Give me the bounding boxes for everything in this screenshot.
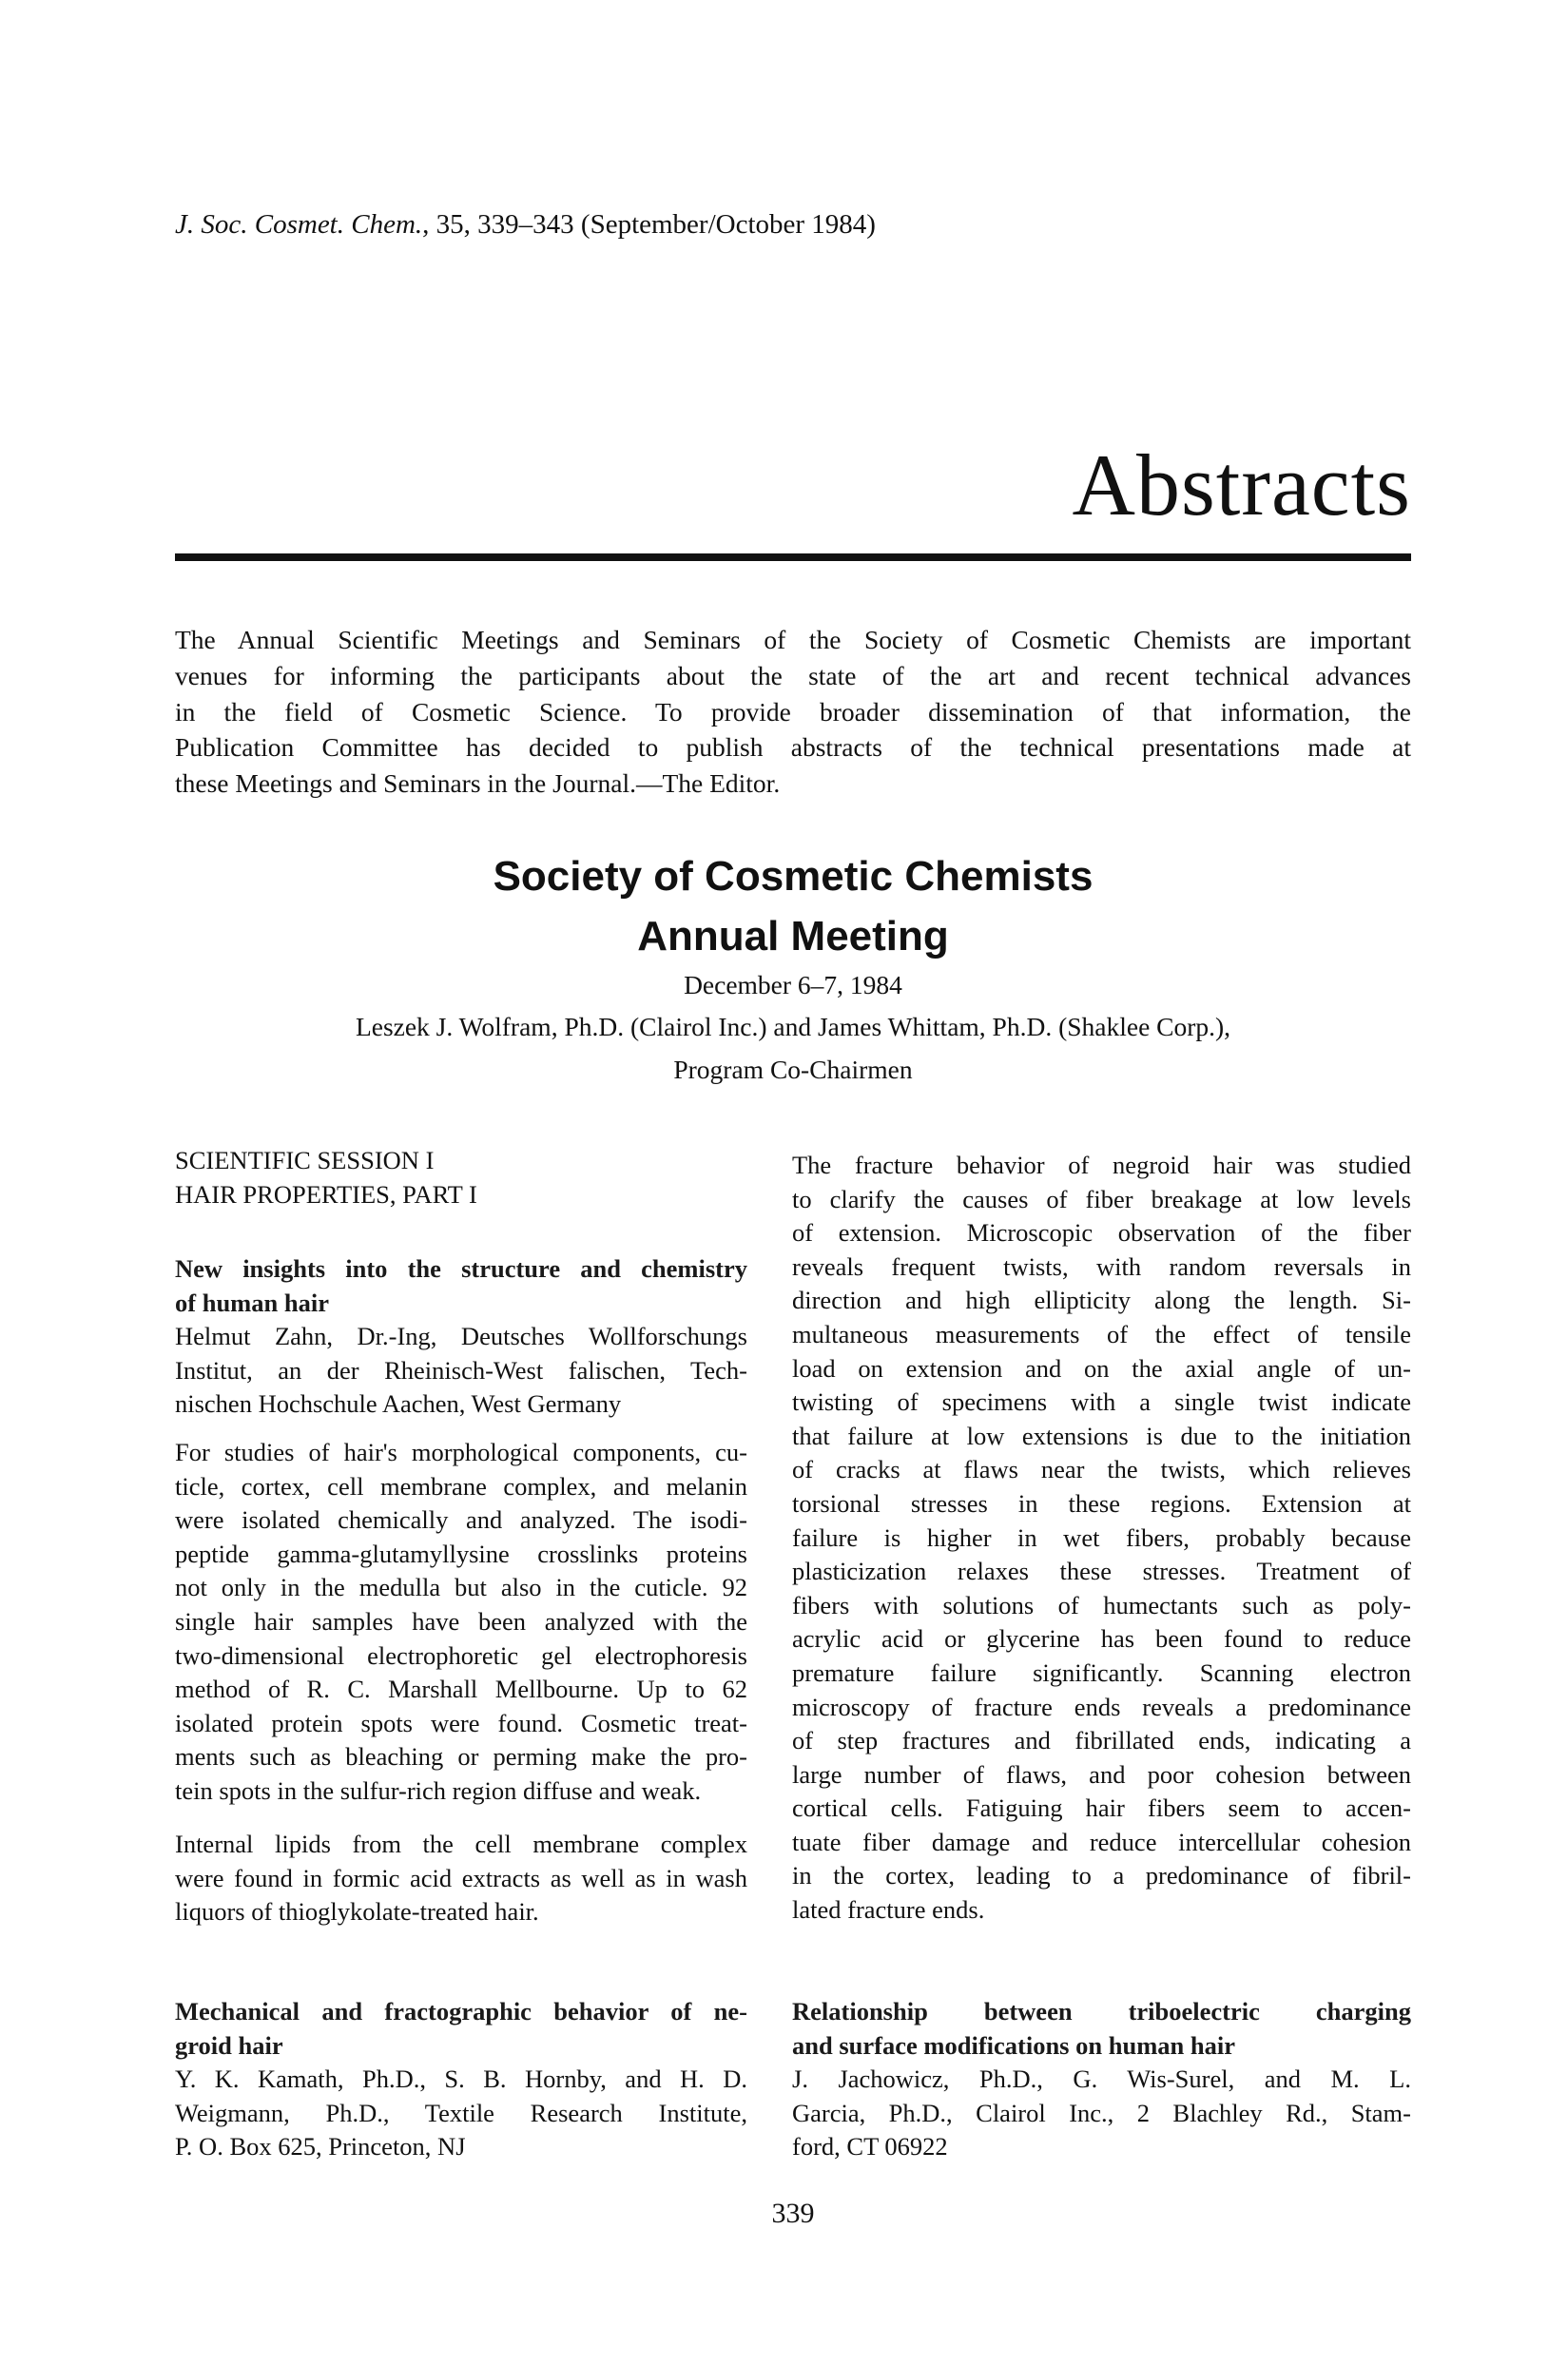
- text-line: failure is higher in wet fibers, probably because: [792, 1522, 1411, 1552]
- text-line: of human hair: [175, 1288, 329, 1317]
- text-line: ticle, cortex, cell membrane complex, and melanin: [175, 1471, 747, 1501]
- text-line: Helmut Zahn, Dr.-Ing, Deutsches Wollforschungs: [175, 1322, 747, 1350]
- text-line: multaneous measurements of the effect of tensile: [792, 1319, 1411, 1348]
- text-line: acrylic acid or glycerine has been found to reduce: [792, 1624, 1411, 1654]
- text-line: reveals frequent twists, with random reversals in: [792, 1251, 1411, 1281]
- text-line: and surface modifications on human hair: [792, 2030, 1236, 2060]
- text-line: ments such as bleaching or perming make the pro-: [175, 1742, 747, 1772]
- text-line: single hair samples have been analyzed with the: [175, 1606, 747, 1636]
- text-line: cortical cells. Fatiguing hair fibers seem to accen-: [792, 1793, 1411, 1823]
- program-chairmen-role: Program Co-Chairmen: [673, 1055, 913, 1084]
- text-line: HAIR PROPERTIES, PART I: [175, 1179, 477, 1209]
- text-line: SCIENTIFIC SESSION I: [175, 1146, 435, 1174]
- text-line: Institut, an der Rheinisch-West falischen, Tech-: [175, 1355, 747, 1385]
- meeting-subtitle: Annual Meeting: [637, 913, 949, 960]
- citation: , 35, 339–343 (September/October 1984): [422, 209, 876, 240]
- abstract-paragraph: [792, 1149, 1411, 1928]
- text-line: Mechanical and fractographic behavior of ne-: [175, 1997, 747, 2026]
- text-line: tuate fiber damage and reduce intercellular cohesion: [792, 1827, 1411, 1856]
- text-line: of step fractures and fibrillated ends, indicating a: [792, 1726, 1411, 1755]
- text-line: Weigmann, Ph.D., Textile Research Institute,: [175, 2098, 747, 2127]
- abstract-authors: [175, 2063, 747, 2164]
- session-heading: [175, 1144, 747, 1212]
- text-line: not only in the medulla but also in the cuticle. 92: [175, 1573, 747, 1602]
- text-line: liquors of thioglykolate-treated hair.: [175, 1897, 539, 1927]
- text-line: Relationship between triboelectric charging: [792, 1997, 1411, 2026]
- running-head: [175, 209, 876, 241]
- text-line: method of R. C. Marshall Mellbourne. Up to 62: [175, 1675, 747, 1704]
- text-line: nischen Hochschule Aachen, West Germany: [175, 1389, 622, 1419]
- text-line: Publication Committee has decided to publish abstracts of the technical presentations made at: [175, 732, 1411, 763]
- text-line: direction and high ellipticity along the length. Si-: [792, 1286, 1411, 1315]
- text-line: ford, CT 06922: [792, 2132, 948, 2161]
- text-line: Internal lipids from the cell membrane complex: [175, 1830, 747, 1858]
- page-title: Abstracts: [1072, 436, 1411, 533]
- text-line: torsional stresses in these regions. Extension at: [792, 1488, 1411, 1518]
- abstract-authors: [175, 1320, 747, 1422]
- text-line: premature failure significantly. Scanning electron: [792, 1657, 1411, 1687]
- text-line: twisting of specimens with a single twist indicate: [792, 1387, 1411, 1417]
- text-line: were found in formic acid extracts as well as in wash: [175, 1863, 747, 1892]
- page-number: 339: [771, 2198, 815, 2229]
- text-line: these Meetings and Seminars in the Journal.—The Editor.: [175, 768, 781, 799]
- text-line: groid hair: [175, 2030, 283, 2060]
- abstract-title: [175, 1252, 747, 1320]
- text-line: Y. K. Kamath, Ph.D., S. B. Hornby, and H. D.: [175, 2065, 747, 2093]
- text-line: peptide gamma-glutamyllysine crosslinks proteins: [175, 1539, 747, 1568]
- text-line: large number of flaws, and poor cohesion between: [792, 1759, 1411, 1789]
- text-line: isolated protein spots were found. Cosmetic treat-: [175, 1708, 747, 1737]
- text-line: New insights into the structure and chemistry: [175, 1254, 747, 1283]
- text-line: in the field of Cosmetic Science. To provide broader dissemination of that information, the: [175, 696, 1411, 727]
- text-line: The Annual Scientific Meetings and Seminars of the Society of Cosmetic Chemists are important: [175, 625, 1411, 654]
- editor-intro: [175, 622, 1411, 802]
- meeting-title: Society of Cosmetic Chemists: [493, 853, 1094, 900]
- text-line: tein spots in the sulfur-rich region diffuse and weak.: [175, 1775, 702, 1805]
- title-rule: [175, 553, 1411, 561]
- text-line: to clarify the causes of fiber breakage at low levels: [792, 1184, 1411, 1213]
- text-line: microscopy of fracture ends reveals a predominance: [792, 1692, 1411, 1721]
- meeting-date: December 6–7, 1984: [684, 970, 902, 999]
- text-line: load on extension and on the axial angle of un-: [792, 1353, 1411, 1383]
- text-line: J. Jachowicz, Ph.D., G. Wis-Surel, and M. L.: [792, 2065, 1411, 2093]
- text-line: For studies of hair's morphological components, cu-: [175, 1438, 747, 1466]
- abstract-title: [792, 1995, 1411, 2063]
- text-line: two-dimensional electrophoretic gel electrophoresis: [175, 1640, 747, 1670]
- text-line: The fracture behavior of negroid hair was studied: [792, 1151, 1411, 1179]
- text-line: of cracks at flaws near the twists, which relieves: [792, 1455, 1411, 1484]
- text-line: lated fracture ends.: [792, 1895, 985, 1925]
- text-line: plasticization relaxes these stresses. Treatment of: [792, 1557, 1411, 1586]
- text-line: P. O. Box 625, Princeton, NJ: [175, 2132, 466, 2161]
- text-line: Garcia, Ph.D., Clairol Inc., 2 Blachley Rd., Stam-: [792, 2098, 1411, 2127]
- abstract-paragraph: [175, 1436, 747, 1809]
- abstract-title: [175, 1995, 747, 2063]
- abstract-authors: [792, 2063, 1411, 2164]
- text-line: that failure at low extensions is due to the initiation: [792, 1421, 1411, 1450]
- text-line: in the cortex, leading to a predominance of fibril-: [792, 1861, 1411, 1890]
- program-chairmen: Leszek J. Wolfram, Ph.D. (Clairol Inc.) and James Whittam, Ph.D. (Shaklee Corp.),: [355, 1012, 1231, 1041]
- text-line: fibers with solutions of humectants such as poly-: [792, 1590, 1411, 1619]
- abstract-paragraph: [175, 1828, 747, 1929]
- text-line: were isolated chemically and analyzed. The isodi-: [175, 1505, 747, 1535]
- text-line: venues for informing the participants about the state of the art and recent technical advances: [175, 660, 1411, 690]
- text-line: of extension. Microscopic observation of the fiber: [792, 1218, 1411, 1248]
- journal-name: J. Soc. Cosmet. Chem.: [175, 209, 423, 240]
